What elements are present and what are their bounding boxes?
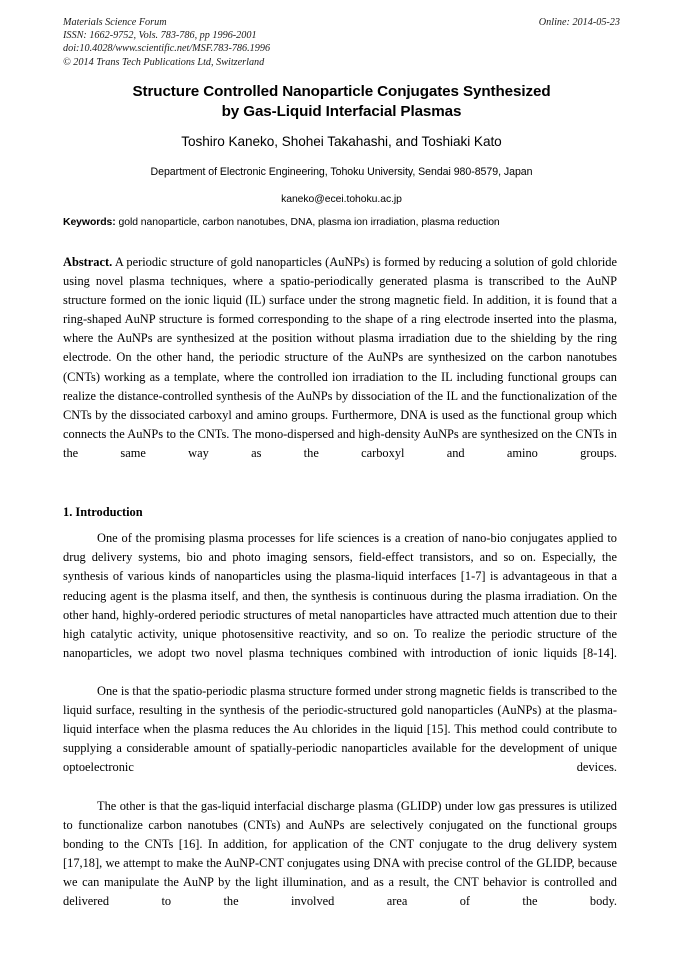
keywords-values: gold nanoparticle, carbon nanotubes, DNA, plasma ion irradiation, plasma reduction	[115, 217, 500, 228]
journal-doi-line: doi:10.4028/www.scientific.net/MSF.783-786.1996	[63, 43, 271, 55]
journal-issn-line: ISSN: 1662-9752, Vols. 783-786, pp 1996-2001	[63, 30, 257, 42]
title-block	[63, 82, 620, 207]
article-body	[63, 253, 617, 930]
abstract-label: Abstract.	[63, 255, 113, 269]
author-list: Toshiro Kaneko, Shohei Takahashi, and Toshiaki Kato	[181, 134, 502, 149]
introduction-paragraph-3: The other is that the gas-liquid interfacial discharge plasma (GLIDP) under low gas pressures is utilized to functionalize carbon nanotubes (CNTs) and AuNPs are selectively conjugated on the functional groups bonding to the CNTs [16]. In addition, for application of the CNT conjugate to the drug delivery system [17,18], we attempt to make the AuNP-CNT conjugates using DNA with precise control of the GLIDP, because we can manipulate the AuNP by the light illumination, and as a result, the CNT behavior is controlled and delivered to the involved area of the body.	[63, 798, 617, 908]
spacer-abstract-to-section	[63, 482, 617, 503]
paper-title-line-2: by Gas-Liquid Interfacial Plasmas	[221, 103, 462, 120]
journal-header-left-block	[63, 16, 270, 69]
journal-name: Materials Science Forum	[63, 17, 167, 28]
abstract-text: A periodic structure of gold nanoparticles (AuNPs) is formed by reducing a solution of gold chloride using novel plasma techniques, where a spatio-periodically generated plasma is transcribed to the AuNP structure formed on the ionic liquid (IL) surface under the strong magnetic field. In addition, it is found that a ring-shaped AuNP structure is formed corresponding to the shape of a ring electrode inserted into the plasma, where the AuNPs are synthesized at the position without plasma irradiation due to the shielding by the ring electrode. On the other hand, the periodic structure of the AuNPs are synthesized on the carbon nanotubes (CNTs) working as a template, where the controlled ion irradiation to the IL including functional groups can realize the distance-controlled synthesis of the AuNPs by dissociation of the IL and the functionalization of the CNTs by the dissociated carboxyl and amino groups. Furthermore, DNA is used as the functional group which connects the AuNPs to the CNTs. The mono-dispersed and high-density AuNPs are synthesized on the CNTs in the same way as the carboxyl and amino groups.	[63, 255, 617, 460]
abstract-paragraph	[63, 253, 617, 482]
spacer-heading-to-body	[63, 522, 617, 529]
page-title	[63, 82, 620, 122]
section-heading-introduction: 1. Introduction	[63, 505, 143, 520]
paper-title-line-1: Structure Controlled Nanoparticle Conjugates Synthesized	[132, 83, 551, 100]
introduction-paragraph-2: One is that the spatio-periodic plasma structure formed under strong magnetic fields is transcribed to the liquid surface, resulting in the synthesis of the periodic-structured gold nanoparticles (AuNPs) at the plasma-liquid interface when the plasma reduces the Au chlorides in the liquid [15]. This method could contribute to supplying a considerable amount of spatially-periodic nanoparticles available for the development of unique optoelectronic devices.	[63, 683, 617, 775]
keywords-label: Keywords:	[63, 217, 116, 228]
journal-copyright-line: © 2014 Trans Tech Publications Ltd, Switzerland	[63, 56, 265, 68]
author-affiliation: Department of Electronic Engineering, Tohoku University, Sendai 980-8579, Japan	[150, 166, 533, 178]
online-publication-date: Online: 2014-05-23	[538, 17, 620, 28]
keywords-line	[63, 215, 620, 230]
journal-running-header	[63, 16, 620, 72]
contact-email: kaneko@ecei.tohoku.ac.jp	[281, 194, 402, 205]
introduction-paragraph-1: One of the promising plasma processes for life sciences is a creation of nano-bio conjugates applied to drug delivery systems, bio and photo imaging sensors, field-effect transistors, and so on. Especially, the synthesis of various kinds of nanoparticles using the plasma-liquid interfaces [1-7] is advantageous in that a reducing agent is the plasma itself, and then, the synthesis is continuous during the plasma irradiation. On the other hand, highly-ordered periodic structures of metal nanoparticles have attracted much attention due to their high catalytic activity, unique photosensitive reactivity, and so on. To realize the periodic structure of the nanoparticles, we adopt two novel plasma techniques combined with introduction of ionic liquids [8-14].	[63, 531, 617, 660]
